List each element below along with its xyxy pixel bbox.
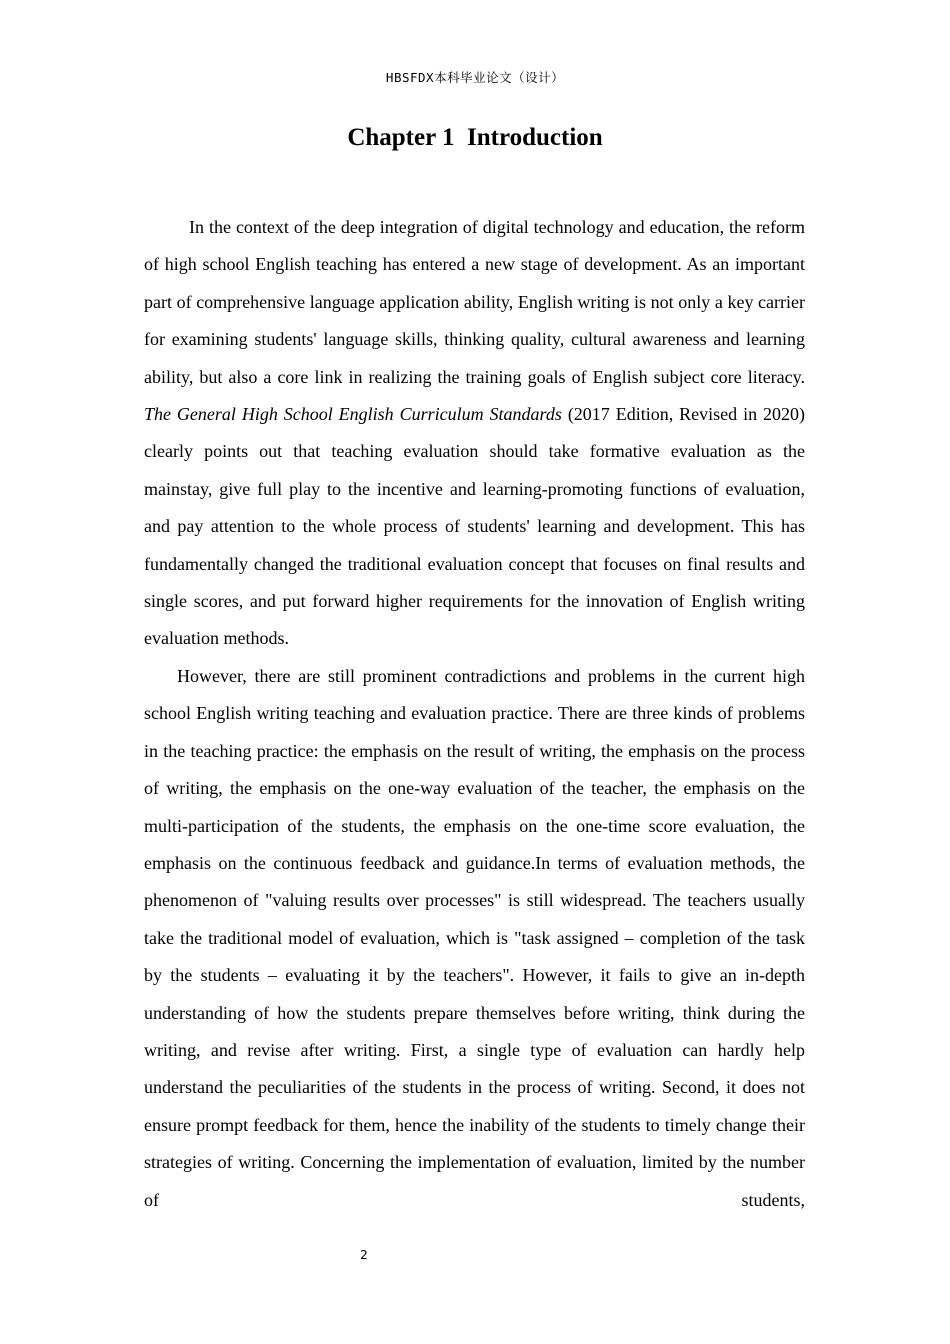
paragraph-1-text-a: In the context of the deep integration of digital technology and education, the reform of high school English teaching has entered a new stage of development. As an important part of comprehensive language application ability, English writing is not only a key carrier for examining students' language skills, thinking quality, cultural awareness and learning ability, but also a core link in realizing the training goals of English subject core literacy.: [144, 217, 805, 387]
paragraph-1: [144, 209, 805, 658]
page-number: 2: [360, 1248, 368, 1262]
running-header: HBSFDX本科毕业论文（设计）: [385, 70, 565, 85]
curriculum-standards-title: The General High School English Curriculum Standards: [144, 404, 562, 425]
body-text: [144, 209, 805, 1219]
paragraph-1-text-b: (2017 Edition, Revised in 2020) clearly points out that teaching evaluation should take formative evaluation as the mainstay, give full play to the incentive and learning-promoting functions of evaluation, and pay attention to the whole process of students' learning and development. This has fundamentally changed the traditional evaluation concept that focuses on final results and single scores, and put forward higher requirements for the innovation of English writing evaluation methods.: [144, 404, 805, 649]
paragraph-2: However, there are still prominent contradictions and problems in the current high school English writing teaching and evaluation practice. There are three kinds of problems in the teaching practice: the emphasis on the result of writing, the emphasis on the process of writing, the emphasis on the one-way evaluation of the teacher, the emphasis on the multi-participation of the students, the emphasis on the one-time score evaluation, the emphasis on the continuous feedback and guidance.In terms of evaluation methods, the phenomenon of "valuing results over processes" is still widespread. The teachers usually take the traditional model of evaluation, which is "task assigned – completion of the task by the students – evaluating it by the teachers". However, it fails to give an in-depth understanding of how the students prepare themselves before writing, think during the writing, and revise after writing. First, a single type of evaluation can hardly help understand the peculiarities of the students in the process of writing. Second, it does not ensure prompt feedback for them, hence the inability of the students to timely change their strategies of writing. Concerning the implementation of evaluation, limited by the number of students,: [144, 665, 805, 1210]
chapter-title: Chapter 1 Introduction: [347, 124, 603, 151]
